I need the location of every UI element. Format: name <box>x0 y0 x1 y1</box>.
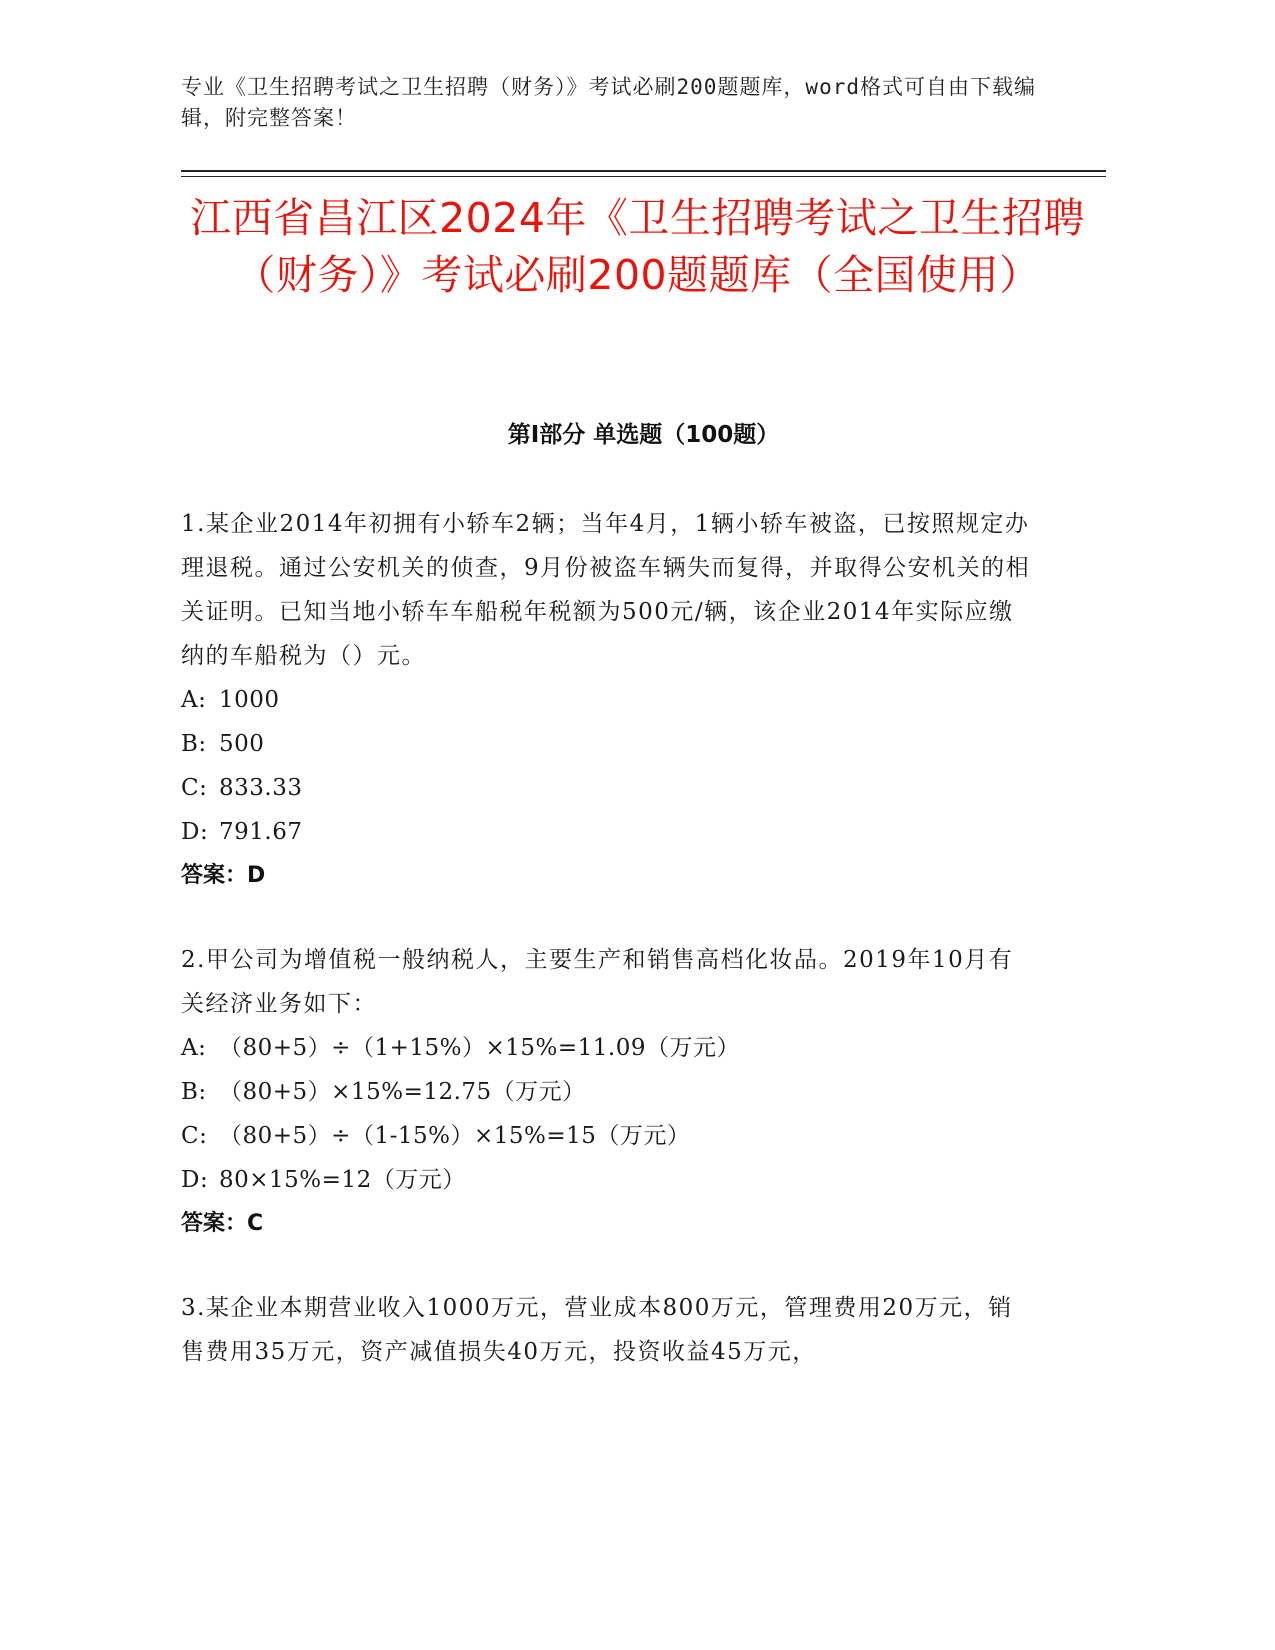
option-text: 500 <box>219 731 265 757</box>
document-title: 江西省昌江区2024年《卫生招聘考试之卫生招聘（财务）》考试必刷200题题库（全国使用） <box>190 194 1085 299</box>
option-b <box>181 1070 1031 1114</box>
option-text: （80+5）×15%=12.75（万元） <box>219 1079 586 1105</box>
option-text: 1000 <box>219 687 280 713</box>
question-stem: 2.甲公司为增值税一般纳税人，主要生产和销售高档化妆品。2019年10月有关经济业务如下： <box>181 947 1014 1017</box>
section-title: 第Ⅰ部分 单选题（100题） <box>507 422 780 448</box>
header-note: 专业《卫生招聘考试之卫生招聘（财务）》考试必刷200题题库，word格式可自由下载编辑，附完整答案！ <box>181 75 1036 130</box>
answer-line <box>181 1202 1031 1246</box>
option-label: A: <box>181 687 207 713</box>
option-a <box>181 1026 1031 1070</box>
question-stem: 3.某企业本期营业收入1000万元，营业成本800万元，管理费用20万元，销售费用35万元，资产减值损失40万元，投资收益45万元， <box>181 1295 1013 1365</box>
option-d <box>181 810 1031 854</box>
option-d <box>181 1158 1031 1202</box>
option-label: D: <box>181 819 209 845</box>
option-a <box>181 678 1031 722</box>
option-label: B: <box>181 1079 207 1105</box>
option-label: C: <box>181 1123 208 1149</box>
option-text: 833.33 <box>219 775 303 801</box>
option-label: B: <box>181 731 207 757</box>
question-stem: 1.某企业2014年初拥有小轿车2辆；当年4月，1辆小轿车被盗，已按照规定办理退税。通过公安机关的侦查，9月份被盗车辆失而复得，并取得公安机关的相关证明。已知当地小轿车车船税年税额为500元/辆，该企业2014年实际应缴纳的车船税为（）元。 <box>181 511 1031 669</box>
option-text: （80+5）÷（1+15%）×15%=11.09（万元） <box>219 1035 740 1061</box>
option-label: A: <box>181 1035 207 1061</box>
option-c <box>181 766 1031 810</box>
header-divider-thin <box>181 176 1106 177</box>
option-text: 80×15%=12（万元） <box>219 1167 466 1193</box>
option-b <box>181 722 1031 766</box>
answer-value: C <box>247 1211 264 1236</box>
answer-prefix: 答案： <box>181 863 248 888</box>
header-divider-thick <box>181 170 1106 172</box>
option-c <box>181 1114 1031 1158</box>
option-text: 791.67 <box>219 819 303 845</box>
answer-prefix: 答案： <box>181 1211 248 1236</box>
question-3 <box>181 1286 1031 1374</box>
question-2 <box>181 938 1031 1246</box>
question-1 <box>181 502 1031 898</box>
option-label: D: <box>181 1167 209 1193</box>
answer-value: D <box>247 863 266 888</box>
answer-line <box>181 854 1031 898</box>
option-text: （80+5）÷（1-15%）×15%=15（万元） <box>219 1123 691 1149</box>
option-label: C: <box>181 775 208 801</box>
